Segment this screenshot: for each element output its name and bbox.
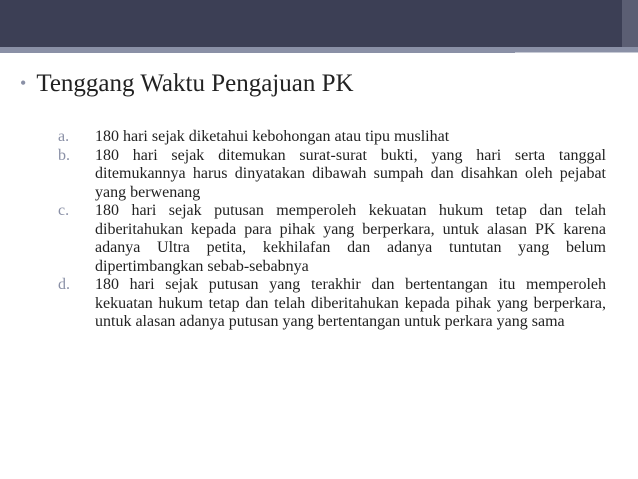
- list-marker: a.: [58, 128, 70, 145]
- list-marker: d.: [58, 276, 70, 293]
- list-item: [58, 128, 606, 147]
- list-item-text: 180 hari sejak ditemukan surat-surat bukti, yang hari serta tanggal ditemukannya harus dinyatakan dibawah sumpah dan disahkan oleh pejabat yang berwenang: [95, 146, 606, 201]
- slide-date: 7/17/2013: [460, 46, 496, 55]
- list-item: [58, 202, 606, 276]
- list-item-text: 180 hari sejak diketahui kebohongan atau tipu muslihat: [95, 128, 450, 145]
- slide-title: Tenggang Waktu Pengajuan PK: [36, 70, 354, 97]
- list-item: [58, 147, 606, 203]
- list-marker: c.: [58, 202, 70, 219]
- date-divider: [515, 52, 638, 53]
- list-item: [58, 276, 606, 332]
- list-item-text: 180 hari sejak putusan yang terakhir dan bertentangan itu memperoleh kekuatan hukum tetap dan telah diberitahukan kepada pihak yang berperkara, untuk alasan adanya putusan yang bertentangan untuk perkara yang sama: [95, 276, 606, 330]
- list-item-text: 180 hari sejak putusan memperoleh kekuatan hukum tetap dan telah diberitahukan kepada para pihak yang berperkara, untuk alasan PK karena adanya Ultra petita, kekhilafan dan adanya tuntutan yang belum dipertimbangkan sebab-sebabnya: [95, 202, 606, 275]
- slide-title-row: [20, 70, 354, 98]
- title-bullet-icon: •: [20, 73, 27, 93]
- list-marker: b.: [58, 146, 70, 164]
- header-bar: [0, 0, 638, 47]
- item-list: [58, 128, 606, 332]
- header-accent: [622, 0, 638, 47]
